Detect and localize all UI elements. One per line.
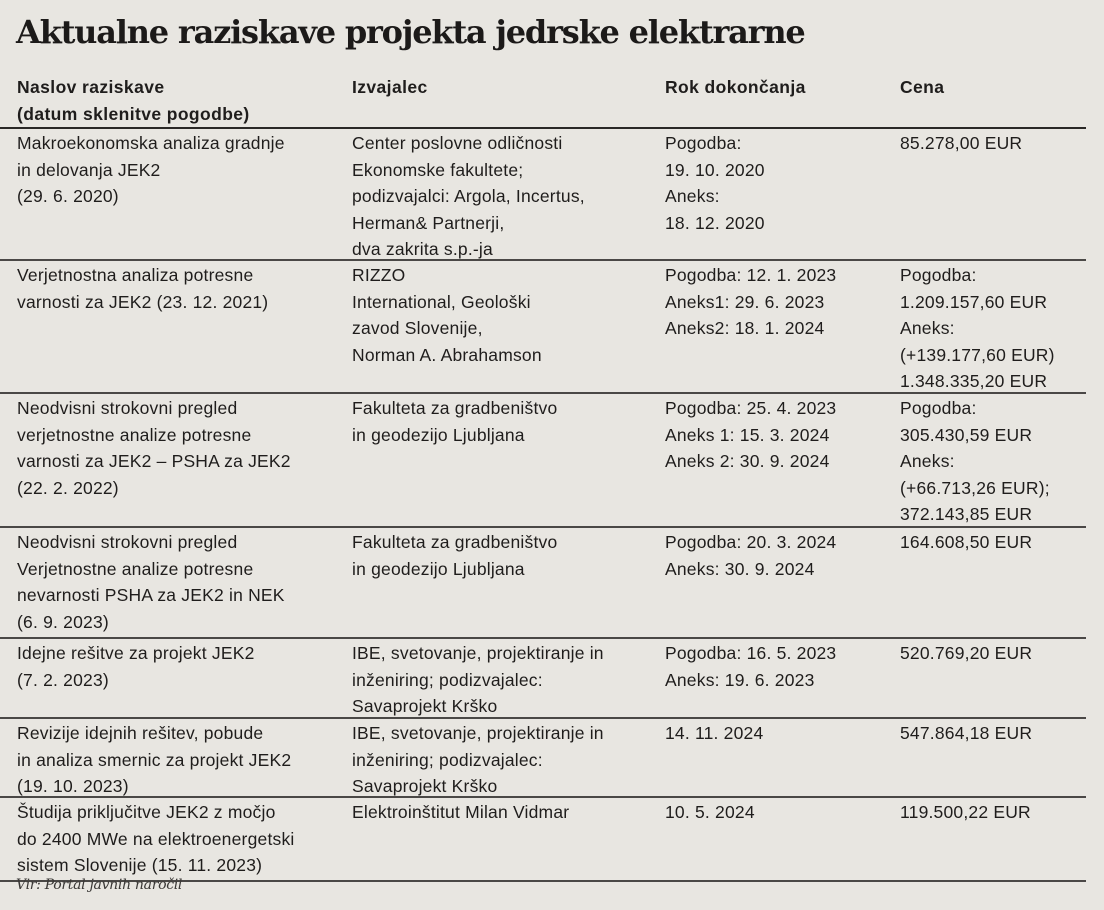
cell-line: 1.209.157,60 EUR bbox=[900, 291, 1048, 312]
cell-line: Pogodba: 16. 5. 2023 bbox=[665, 643, 837, 663]
cell-line: IBE, svetovanje, projektiranje in bbox=[352, 643, 604, 663]
cell-line: Aneks: bbox=[665, 186, 720, 206]
cell-line: Revizije idejnih rešitev, pobude bbox=[17, 723, 264, 743]
table-row bbox=[0, 261, 1086, 394]
deadline-cell bbox=[665, 529, 895, 582]
table-row bbox=[0, 129, 1086, 261]
price-cell bbox=[900, 130, 1086, 157]
cell-line: Aneks 1: 15. 3. 2024 bbox=[665, 424, 830, 445]
header-label: Cena bbox=[900, 77, 945, 97]
table-row bbox=[0, 528, 1086, 639]
header-label: Izvajalec bbox=[352, 77, 428, 97]
cell-line: Pogodba: bbox=[900, 398, 977, 418]
price-cell bbox=[900, 262, 1086, 395]
cell-line: International, Geološki bbox=[352, 291, 531, 312]
cell-line: (29. 6. 2020) bbox=[17, 186, 119, 206]
cell-line: 119.500,22 EUR bbox=[900, 802, 1031, 822]
contractor-cell bbox=[352, 529, 652, 582]
cell-line: nevarnosti PSHA za JEK2 in NEK bbox=[17, 585, 285, 605]
cell-line: RIZZO bbox=[352, 265, 406, 285]
cell-line: podizvajalci: Argola, Incertus, bbox=[352, 186, 585, 206]
cell-line: Idejne rešitve za projekt JEK2 bbox=[17, 643, 255, 663]
cell-line: in analiza smernic za projekt JEK2 bbox=[17, 749, 292, 770]
price-cell bbox=[900, 720, 1086, 747]
cell-line: 10. 5. 2024 bbox=[665, 802, 755, 822]
table-row bbox=[0, 394, 1086, 528]
price-cell bbox=[900, 799, 1086, 826]
cell-line: Neodvisni strokovni pregled bbox=[17, 398, 238, 418]
cell-line: Pogodba: 12. 1. 2023 bbox=[665, 265, 837, 285]
cell-line: sistem Slovenije (15. 11. 2023) bbox=[17, 855, 263, 875]
contractor-cell bbox=[352, 640, 652, 720]
title-cell bbox=[17, 720, 347, 800]
header-label: Naslov raziskave bbox=[17, 77, 165, 97]
title-cell bbox=[17, 640, 347, 693]
cell-line: 1.348.335,20 EUR bbox=[900, 371, 1048, 391]
source-note: Vir: Portal javnih naročil bbox=[16, 877, 183, 893]
cell-line: Aneks: bbox=[900, 451, 955, 471]
deadline-cell bbox=[665, 720, 895, 747]
table-header bbox=[0, 74, 1086, 129]
cell-line: in geodezijo Ljubljana bbox=[352, 424, 525, 445]
cell-line: Pogodba: bbox=[665, 133, 742, 153]
cell-line: Aneks1: 29. 6. 2023 bbox=[665, 291, 825, 312]
cell-line: (19. 10. 2023) bbox=[17, 776, 129, 796]
cell-line: do 2400 MWe na elektroenergetski bbox=[17, 828, 295, 849]
cell-line: Norman A. Abrahamson bbox=[352, 344, 542, 365]
price-cell bbox=[900, 395, 1086, 528]
cell-line: Savaprojekt Krško bbox=[352, 696, 498, 716]
cell-line: Aneks: 30. 9. 2024 bbox=[665, 558, 815, 579]
title-cell bbox=[17, 130, 347, 210]
cell-line: Neodvisni strokovni pregled bbox=[17, 532, 238, 552]
cell-line: (+139.177,60 EUR) bbox=[900, 344, 1055, 365]
table-row bbox=[0, 639, 1086, 719]
cell-line: (6. 9. 2023) bbox=[17, 611, 109, 632]
cell-line: Študija priključitve JEK2 z močjo bbox=[17, 802, 276, 822]
cell-line: Center poslovne odličnosti bbox=[352, 133, 563, 153]
cell-line: IBE, svetovanje, projektiranje in bbox=[352, 723, 604, 743]
title-cell bbox=[17, 395, 347, 501]
cell-line: Savaprojekt Krško bbox=[352, 776, 498, 796]
cell-line: Aneks: 19. 6. 2023 bbox=[665, 669, 815, 690]
cell-line: Aneks 2: 30. 9. 2024 bbox=[665, 451, 830, 471]
cell-line: 18. 12. 2020 bbox=[665, 212, 765, 233]
price-cell bbox=[900, 640, 1086, 667]
deadline-cell bbox=[665, 799, 895, 826]
deadline-cell bbox=[665, 262, 895, 342]
cell-line: Verjetnostne analize potresne bbox=[17, 558, 254, 579]
cell-line: Fakulteta za gradbeništvo bbox=[352, 532, 558, 552]
cell-line: 547.864,18 EUR bbox=[900, 723, 1033, 743]
cell-line: 164.608,50 EUR bbox=[900, 532, 1033, 552]
price-cell bbox=[900, 529, 1086, 556]
cell-line: in delovanja JEK2 bbox=[17, 159, 161, 180]
cell-line: in geodezijo Ljubljana bbox=[352, 558, 525, 579]
contractor-cell bbox=[352, 799, 652, 826]
table-row bbox=[0, 719, 1086, 798]
header-izvajalec bbox=[352, 74, 652, 101]
cell-line: Pogodba: 25. 4. 2023 bbox=[665, 398, 837, 418]
cell-line: dva zakrita s.p.-ja bbox=[352, 239, 493, 259]
cell-line: Ekonomske fakultete; bbox=[352, 159, 524, 180]
cell-line: (22. 2. 2022) bbox=[17, 477, 119, 498]
cell-line: 14. 11. 2024 bbox=[665, 723, 764, 743]
cell-line: Pogodba: 20. 3. 2024 bbox=[665, 532, 837, 552]
contractor-cell bbox=[352, 130, 652, 263]
header-label: Rok dokončanja bbox=[665, 77, 806, 97]
research-table bbox=[0, 74, 1104, 882]
contractor-cell bbox=[352, 395, 652, 448]
deadline-cell bbox=[665, 395, 895, 475]
title-cell bbox=[17, 529, 347, 635]
table-row bbox=[0, 798, 1086, 882]
cell-line: Aneks2: 18. 1. 2024 bbox=[665, 318, 825, 338]
cell-line: Pogodba: bbox=[900, 265, 977, 285]
deadline-cell bbox=[665, 640, 895, 693]
cell-line: Fakulteta za gradbeništvo bbox=[352, 398, 558, 418]
cell-line: varnosti za JEK2 – PSHA za JEK2 bbox=[17, 451, 291, 471]
cell-line: varnosti za JEK2 (23. 12. 2021) bbox=[17, 291, 269, 312]
cell-line: 372.143,85 EUR bbox=[900, 504, 1033, 524]
header-cena bbox=[900, 74, 1086, 101]
cell-line: Herman& Partnerji, bbox=[352, 212, 505, 233]
page-title: Aktualne raziskave projekta jedrske elektrarne bbox=[16, 13, 805, 51]
cell-line: (+66.713,26 EUR); bbox=[900, 477, 1050, 498]
header-naslov bbox=[17, 74, 347, 127]
cell-line: 19. 10. 2020 bbox=[665, 159, 765, 180]
cell-line: Aneks: bbox=[900, 318, 955, 338]
contractor-cell bbox=[352, 262, 652, 368]
cell-line: inženiring; podizvajalec: bbox=[352, 669, 543, 690]
cell-line: verjetnostne analize potresne bbox=[17, 424, 252, 445]
deadline-cell bbox=[665, 130, 895, 236]
title-cell bbox=[17, 799, 347, 879]
cell-line: inženiring; podizvajalec: bbox=[352, 749, 543, 770]
table-body bbox=[0, 129, 1104, 882]
contractor-cell bbox=[352, 720, 652, 800]
cell-line: 305.430,59 EUR bbox=[900, 424, 1033, 445]
cell-line: (7. 2. 2023) bbox=[17, 669, 109, 690]
header-sublabel: (datum sklenitve pogodbe) bbox=[17, 103, 250, 124]
cell-line: Verjetnostna analiza potresne bbox=[17, 265, 254, 285]
cell-line: 85.278,00 EUR bbox=[900, 133, 1023, 153]
title-cell bbox=[17, 262, 347, 315]
cell-line: 520.769,20 EUR bbox=[900, 643, 1033, 663]
cell-line: Makroekonomska analiza gradnje bbox=[17, 133, 285, 153]
cell-line: zavod Slovenije, bbox=[352, 318, 483, 338]
header-rok bbox=[665, 74, 895, 101]
cell-line: Elektroinštitut Milan Vidmar bbox=[352, 802, 570, 822]
